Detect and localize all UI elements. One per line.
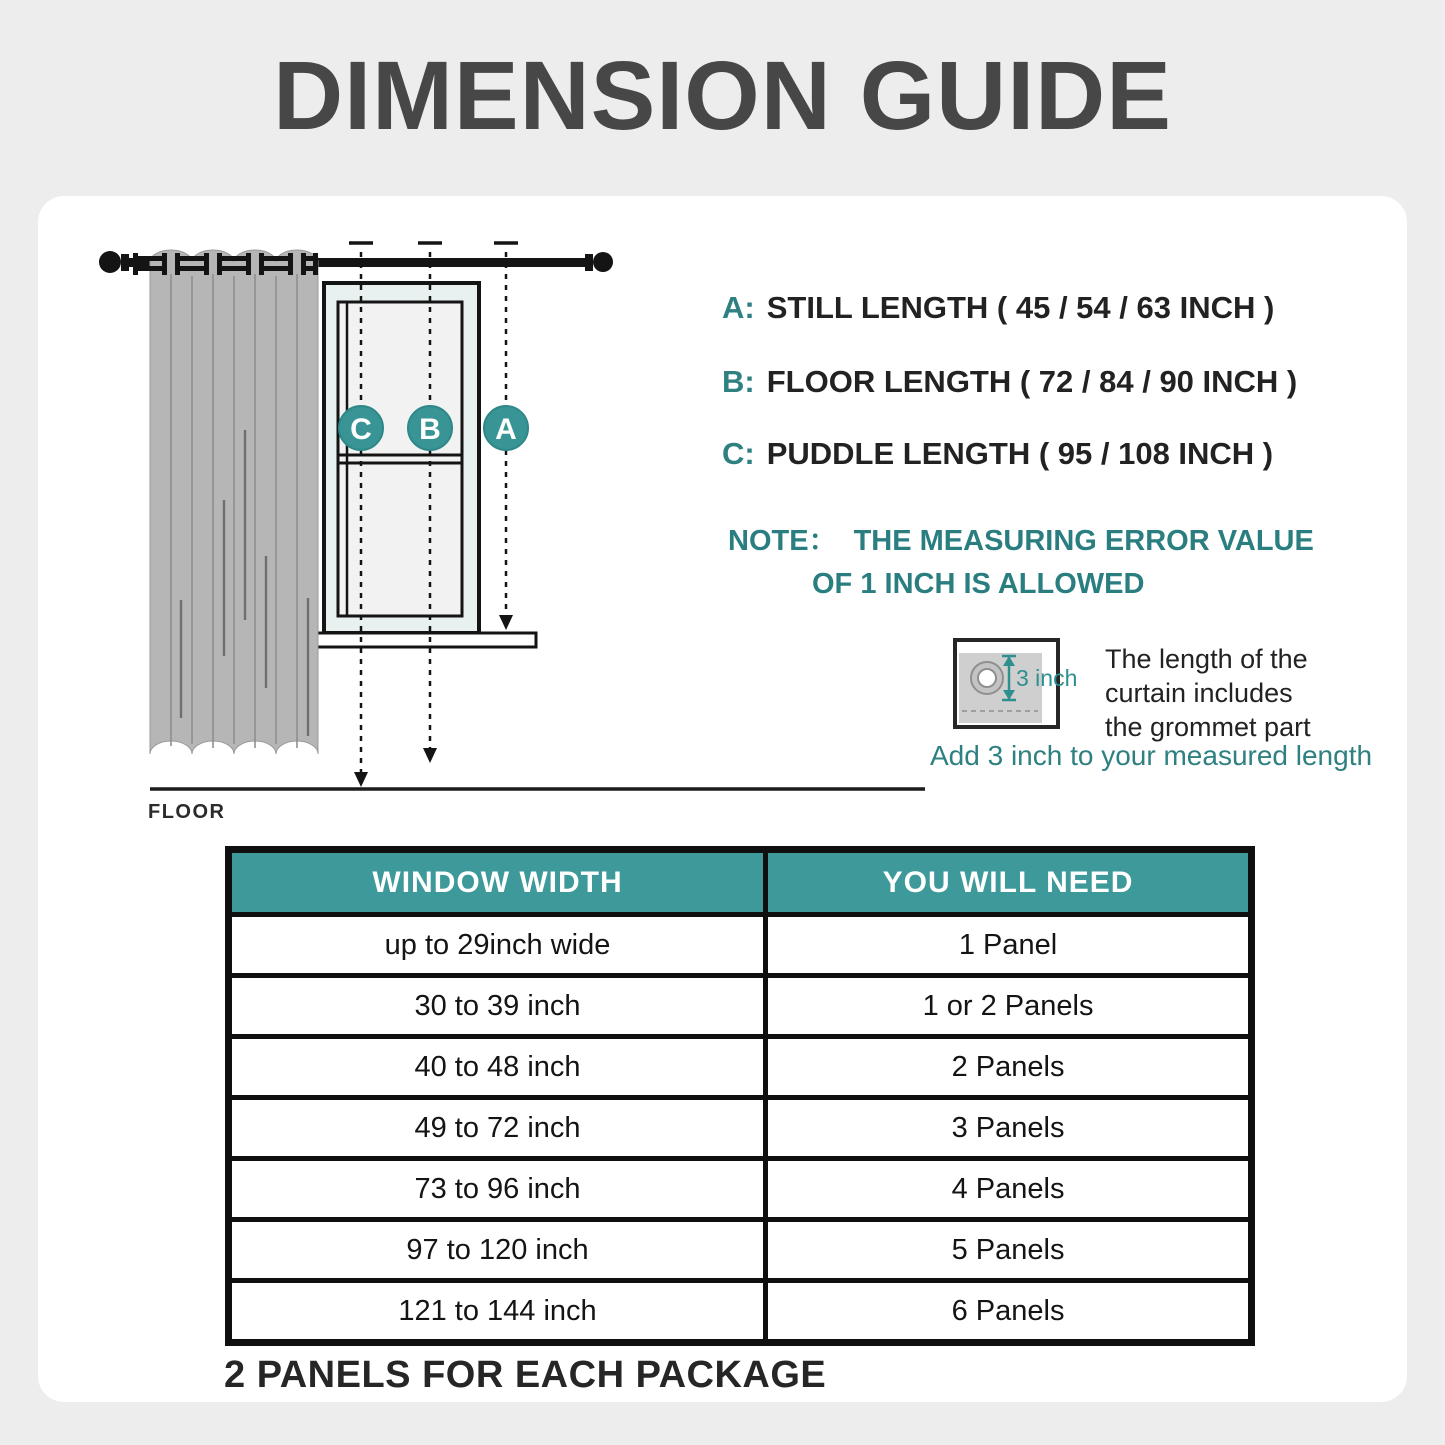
table-row	[229, 1220, 1252, 1281]
arrowhead-a-icon	[499, 615, 513, 630]
panels-needed-cell: 3 Panels	[766, 1098, 1252, 1159]
window-sill	[316, 633, 536, 647]
note-text: THE MEASURING ERROR VALUE	[853, 525, 1314, 557]
window-width-cell: 49 to 72 inch	[229, 1098, 766, 1159]
label-letter-b: B	[419, 413, 441, 446]
panels-needed-cell: 1 Panel	[766, 915, 1252, 976]
window-width-cell: 73 to 96 inch	[229, 1159, 766, 1220]
grommet-inset	[950, 632, 1100, 734]
length-line-b	[722, 364, 1297, 400]
window-frame	[316, 283, 536, 647]
panels-needed-cell: 4 Panels	[766, 1159, 1252, 1220]
grommet-caption-line: the grommet part	[1105, 712, 1311, 742]
length-label-circles	[339, 406, 528, 450]
grommet-caption	[1105, 642, 1311, 744]
rod-finial-left-icon	[99, 251, 121, 273]
table-header-row	[229, 850, 1252, 915]
length-text-c: PUDDLE LENGTH ( 95 / 108 INCH )	[766, 436, 1274, 471]
window-width-cell: up to 29inch wide	[229, 915, 766, 976]
window-width-cell: 121 to 144 inch	[229, 1281, 766, 1343]
table-row	[229, 1281, 1252, 1343]
arrowhead-c-icon	[354, 772, 368, 787]
floor-label: FLOOR	[148, 801, 226, 823]
curtain-panel	[133, 250, 318, 754]
table-row	[229, 976, 1252, 1037]
panel-table-body	[229, 915, 1252, 1343]
table-row	[229, 1037, 1252, 1098]
table-row	[229, 1159, 1252, 1220]
window-width-header: WINDOW WIDTH	[229, 850, 766, 915]
table-row	[229, 1098, 1252, 1159]
window-width-cell: 30 to 39 inch	[229, 976, 766, 1037]
you-will-need-header: YOU WILL NEED	[766, 850, 1252, 915]
length-prefix-a: A:	[722, 290, 755, 325]
note-label: NOTE：	[728, 525, 838, 557]
package-footnote: 2 PANELS FOR EACH PACKAGE	[224, 1354, 827, 1396]
page-title: DIMENSION GUIDE	[273, 41, 1172, 150]
grommet-tip: Add 3 inch to your measured length	[930, 740, 1373, 771]
window-width-cell: 97 to 120 inch	[229, 1220, 766, 1281]
label-letter-c: C	[350, 413, 372, 446]
note-line-1	[728, 518, 1314, 559]
length-prefix-b: B:	[722, 364, 755, 399]
grommet-caption-line: curtain includes	[1105, 678, 1293, 708]
grommet-caption-line: The length of the	[1105, 644, 1308, 674]
panel-table	[225, 846, 1255, 1346]
panels-needed-cell: 5 Panels	[766, 1220, 1252, 1281]
window-width-cell: 40 to 48 inch	[229, 1037, 766, 1098]
arrowhead-b-icon	[423, 748, 437, 763]
curtain-diagram	[0, 0, 950, 830]
rod-finial-right-icon	[593, 252, 613, 272]
label-letter-a: A	[495, 413, 517, 446]
table-row	[229, 915, 1252, 976]
length-prefix-c: C:	[722, 436, 755, 471]
measure-label: 3 inch	[1016, 665, 1078, 691]
panels-needed-cell: 1 or 2 Panels	[766, 976, 1252, 1037]
panels-needed-cell: 2 Panels	[766, 1037, 1252, 1098]
note-line-2: OF 1 INCH IS ALLOWED	[812, 568, 1145, 600]
length-text-a: STILL LENGTH ( 45 / 54 / 63 INCH )	[766, 290, 1275, 325]
length-line-a	[722, 290, 1274, 326]
panels-needed-cell: 6 Panels	[766, 1281, 1252, 1343]
length-text-b: FLOOR LENGTH ( 72 / 84 / 90 INCH )	[766, 364, 1298, 399]
length-line-c	[722, 436, 1273, 472]
